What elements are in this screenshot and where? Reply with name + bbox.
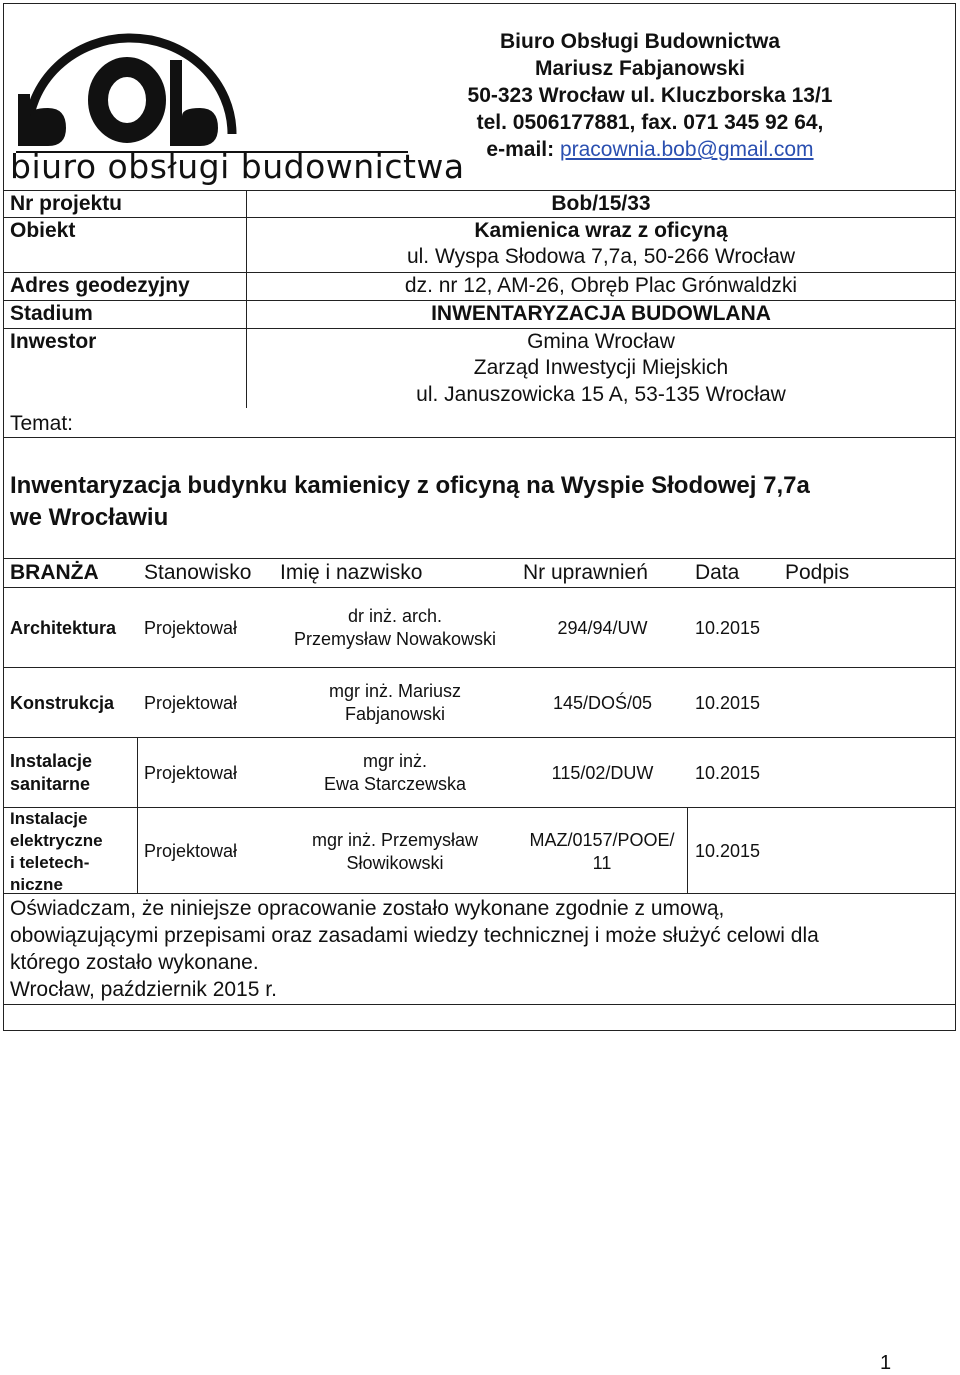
rule bbox=[3, 300, 956, 301]
header-name: Imię i nazwisko bbox=[280, 561, 423, 584]
rule bbox=[3, 558, 956, 559]
rule bbox=[3, 737, 956, 738]
row-role: Projektował bbox=[144, 618, 238, 638]
page-number: 1 bbox=[880, 1352, 892, 1374]
stage-label: Stadium bbox=[10, 302, 93, 325]
investor-line2: Zarząd Inwestycji Miejskich bbox=[473, 356, 729, 379]
row-license: 145/DOŚ/05 bbox=[552, 693, 653, 713]
row-branch-line3: i teletech- bbox=[10, 853, 90, 872]
row-name-line1: mgr inż. Mariusz bbox=[328, 681, 462, 701]
company-phone: tel. 0506177881, fax. 071 345 92 64, bbox=[476, 111, 824, 134]
row-name-line1: mgr inż. Przemysław bbox=[311, 830, 479, 850]
row-branch-line4: niczne bbox=[10, 875, 63, 894]
project-nr-label: Nr projektu bbox=[10, 192, 123, 215]
row-license: 115/02/DUW bbox=[551, 763, 654, 783]
rule bbox=[3, 893, 956, 894]
row-name-line2: Przemysław Nowakowski bbox=[293, 629, 497, 649]
row-date: 10.2015 bbox=[695, 618, 761, 638]
rule bbox=[3, 328, 956, 329]
topic-line1: Inwentaryzacja budynku kamienicy z oficyną na Wyspie Słodowej 7,7a bbox=[10, 472, 810, 499]
row-date: 10.2015 bbox=[695, 693, 761, 713]
company-logo bbox=[10, 12, 465, 186]
rule bbox=[3, 667, 956, 668]
row-role: Projektował bbox=[144, 693, 238, 713]
row-name-line2: Słowikowski bbox=[346, 853, 444, 873]
row-branch-line2: elektryczne bbox=[10, 831, 103, 850]
email-link[interactable]: pracownia.bob@gmail.com bbox=[559, 138, 814, 161]
object-line1: Kamienica wraz z oficyną bbox=[474, 219, 728, 242]
company-name: Biuro Obsługi Budownictwa bbox=[500, 30, 780, 53]
row-license: 294/94/UW bbox=[557, 618, 648, 638]
row-branch: Konstrukcja bbox=[10, 693, 115, 713]
geo-label: Adres geodezyjny bbox=[10, 274, 190, 297]
logo-caption: biuro obsługi budownictwa bbox=[10, 147, 465, 186]
company-owner: Mariusz Fabjanowski bbox=[534, 57, 746, 80]
header-branch: BRANŻA bbox=[10, 561, 99, 584]
rule bbox=[3, 587, 956, 588]
row-license-line1: MAZ/0157/POOE/ bbox=[529, 830, 675, 850]
rule bbox=[3, 272, 956, 273]
rule bbox=[3, 807, 956, 808]
rule bbox=[3, 190, 956, 191]
row-name-line2: Ewa Starczewska bbox=[323, 774, 467, 794]
row-branch: Architektura bbox=[10, 618, 117, 638]
geo-value: dz. nr 12, AM-26, Obręb Plac Grónwaldzki bbox=[404, 274, 798, 297]
header-signature: Podpis bbox=[785, 561, 850, 584]
rule bbox=[137, 737, 138, 893]
row-role: Projektował bbox=[144, 763, 238, 783]
statement-line2: obowiązującymi przepisami oraz zasadami wiedzy technicznej i może służyć celowi dla bbox=[10, 924, 819, 947]
row-role: Projektował bbox=[144, 841, 238, 861]
place-date: Wrocław, październik 2015 r. bbox=[10, 978, 277, 1001]
row-branch-line1: Instalacje bbox=[10, 751, 93, 771]
object-label: Obiekt bbox=[10, 219, 76, 242]
row-name-line2: Fabjanowski bbox=[344, 704, 446, 724]
statement-line3: którego zostało wykonane. bbox=[10, 951, 259, 974]
topic-line2: we Wrocławiu bbox=[10, 504, 169, 531]
row-branch-line2: sanitarne bbox=[10, 774, 91, 794]
row-name-line1: mgr inż. bbox=[362, 751, 427, 771]
project-nr-value: Bob/15/33 bbox=[551, 192, 651, 215]
row-license-line2: 11 bbox=[592, 853, 612, 873]
investor-line3: ul. Januszowicka 15 A, 53-135 Wrocław bbox=[416, 383, 786, 406]
header-license: Nr uprawnień bbox=[523, 561, 648, 584]
rule bbox=[3, 217, 956, 218]
email-label: e-mail: bbox=[486, 138, 555, 161]
statement-line1: Oświadczam, że niniejsze opracowanie zostało wykonane zgodnie z umową, bbox=[10, 897, 725, 920]
company-email-line bbox=[440, 138, 860, 162]
topic-label: Temat: bbox=[10, 412, 74, 435]
investor-label: Inwestor bbox=[10, 330, 97, 353]
company-address: 50-323 Wrocław ul. Kluczborska 13/1 bbox=[467, 84, 833, 107]
row-branch-line1: Instalacje bbox=[10, 809, 88, 828]
header-role: Stanowisko bbox=[144, 561, 252, 584]
object-line2: ul. Wyspa Słodowa 7,7a, 50-266 Wrocław bbox=[406, 245, 796, 268]
rule bbox=[687, 807, 688, 893]
rule bbox=[3, 437, 956, 438]
investor-line1: Gmina Wrocław bbox=[527, 330, 675, 353]
row-date: 10.2015 bbox=[695, 763, 761, 783]
rule bbox=[3, 1004, 956, 1005]
row-date: 10.2015 bbox=[695, 841, 761, 861]
stage-value: INWENTARYZACJA BUDOWLANA bbox=[431, 302, 771, 325]
row-name-line1: dr inż. arch. bbox=[347, 606, 443, 626]
header-date: Data bbox=[695, 561, 740, 584]
